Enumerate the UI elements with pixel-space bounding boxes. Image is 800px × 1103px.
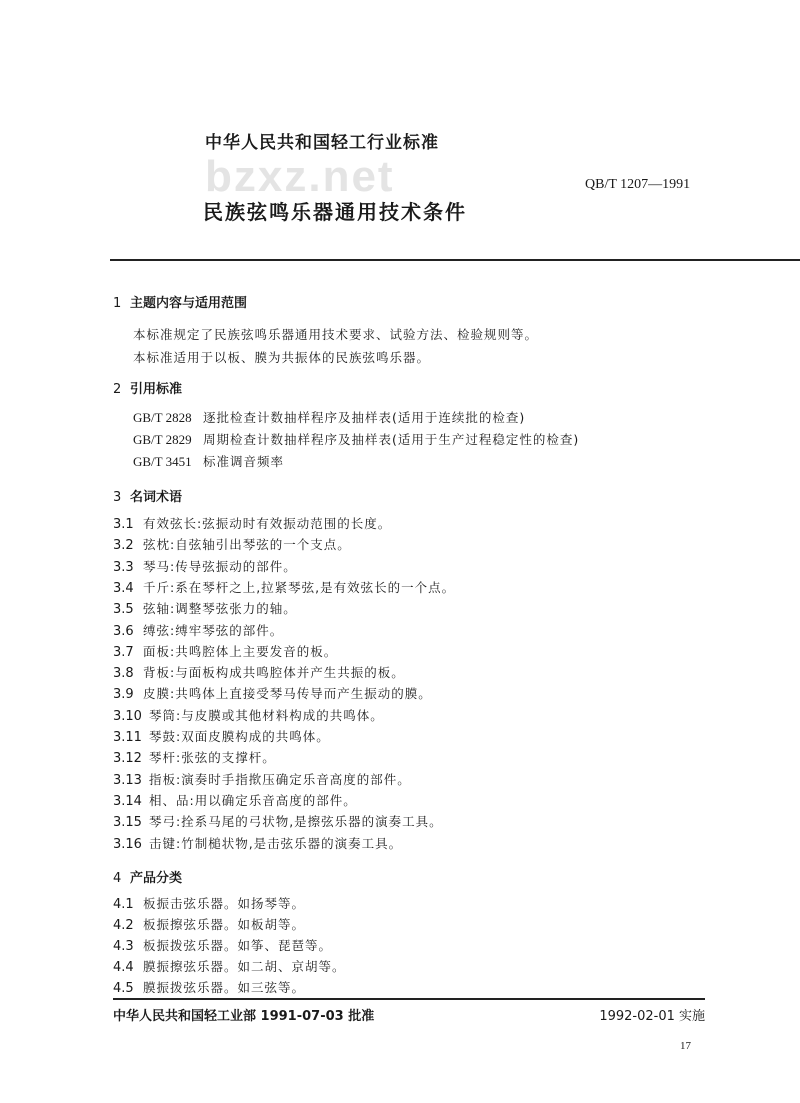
section-title: 产品分类 [130, 871, 183, 886]
term-item [113, 791, 357, 809]
reference-code: GB/T 2828 [133, 410, 192, 425]
classification-item [113, 957, 346, 975]
classification-item [113, 894, 305, 912]
term-definition: 缚弦:缚牢琴弦的部件。 [143, 622, 284, 638]
section-heading-1 [113, 292, 247, 311]
term-definition: 琴杆:张弦的支撑杆。 [149, 750, 276, 766]
section-heading-3 [113, 486, 182, 505]
classification-number: 4.5 [113, 981, 134, 996]
term-definition: 指板:演奏时手指揿压确定乐音高度的部件。 [149, 771, 411, 787]
classification-text: 板振擦弦乐器。如板胡等。 [143, 917, 306, 932]
section-number: 2 [113, 382, 122, 397]
classification-number: 4.2 [113, 918, 134, 933]
implementation-date: 1992-02-01 实施 [599, 1009, 705, 1024]
term-number: 3.6 [113, 623, 134, 639]
term-definition: 面板:共鸣腔体上主要发音的板。 [143, 643, 338, 659]
term-number: 3.15 [113, 815, 142, 831]
issuing-organization: 中华人民共和国轻工行业标准 [205, 133, 439, 153]
term-definition: 有效弦长:弦振动时有效振动范围的长度。 [143, 516, 392, 531]
section-number: 4 [113, 871, 122, 886]
term-item [113, 748, 276, 766]
term-item [113, 535, 351, 553]
term-item [113, 621, 283, 639]
classification-number: 4.3 [113, 939, 134, 954]
section-heading-2 [113, 378, 182, 397]
reference-title: 标准调音频率 [203, 454, 285, 469]
term-number: 3.11 [113, 730, 142, 745]
reference-code: GB/T 2829 [133, 432, 192, 447]
reference-item [133, 452, 284, 470]
section-title: 引用标准 [130, 382, 183, 397]
classification-item [113, 915, 305, 933]
header-divider [110, 259, 800, 261]
term-item [113, 599, 297, 617]
document-title: 民族弦鸣乐器通用技术条件 [203, 200, 467, 224]
term-item [113, 770, 411, 788]
section-title: 名词术语 [130, 490, 183, 505]
reference-code: GB/T 3451 [133, 454, 192, 469]
term-number: 3.1 [113, 517, 134, 532]
classification-text: 板振击弦乐器。如扬琴等。 [143, 896, 306, 911]
term-definition: 弦枕:自弦轴引出琴弦的一个支点。 [143, 537, 351, 553]
reference-item [133, 408, 525, 426]
classification-text: 膜振擦弦乐器。如二胡、京胡等。 [143, 959, 346, 974]
section-number: 3 [113, 490, 122, 505]
term-item [113, 706, 384, 724]
approval-line: 中华人民共和国轻工业部 1991-07-03 批准 [113, 1009, 375, 1024]
term-number: 3.3 [113, 559, 134, 575]
term-number: 3.14 [113, 793, 142, 809]
term-definition: 弦轴:调整琴弦张力的轴。 [143, 601, 297, 617]
term-number: 3.4 [113, 580, 134, 596]
classification-number: 4.1 [113, 897, 134, 912]
term-number: 3.5 [113, 602, 134, 618]
term-number: 3.2 [113, 538, 134, 554]
term-number: 3.13 [113, 772, 142, 788]
paragraph: 本标准规定了民族弦鸣乐器通用技术要求、试验方法、检验规则等。 [133, 327, 539, 342]
page-number: 17 [680, 1040, 691, 1052]
classification-item [113, 936, 332, 954]
reference-item [133, 430, 579, 448]
paragraph: 本标准适用于以板、膜为共振体的民族弦鸣乐器。 [133, 350, 431, 365]
term-definition: 击键:竹制槌状物,是击弦乐器的演奏工具。 [149, 835, 403, 851]
term-definition: 相、品:用以确定乐音高度的部件。 [149, 792, 357, 808]
term-definition: 皮膜:共鸣体上直接受琴马传导而产生振动的膜。 [143, 686, 432, 702]
classification-item [113, 978, 305, 996]
term-number: 3.10 [113, 708, 142, 724]
term-number: 3.12 [113, 751, 142, 767]
term-item [113, 557, 297, 575]
classification-text: 板振拨弦乐器。如筝、琵琶等。 [143, 938, 333, 953]
section-number: 1 [113, 296, 122, 311]
term-item [113, 812, 443, 830]
term-number: 3.16 [113, 836, 142, 852]
term-item [113, 514, 391, 532]
classification-number: 4.4 [113, 960, 134, 975]
section-heading-4 [113, 867, 182, 886]
term-item [113, 642, 337, 660]
term-definition: 琴弓:拴系马尾的弓状物,是擦弦乐器的演奏工具。 [149, 814, 443, 830]
term-item [113, 834, 402, 852]
term-definition: 琴鼓:双面皮膜构成的共鸣体。 [149, 729, 330, 744]
term-definition: 背板:与面板构成共鸣腔体并产生共振的板。 [143, 665, 405, 681]
term-item [113, 578, 455, 596]
term-number: 3.8 [113, 666, 134, 682]
term-item [113, 684, 432, 702]
term-definition: 琴马:传导弦振动的部件。 [143, 558, 297, 574]
standard-code: QB/T 1207—1991 [585, 177, 691, 192]
term-number: 3.7 [113, 644, 134, 660]
watermark: bzxz.net [205, 152, 395, 201]
reference-title: 逐批检查计数抽样程序及抽样表(适用于连续批的检查) [203, 410, 526, 425]
reference-title: 周期检查计数抽样程序及抽样表(适用于生产过程稳定性的检查) [203, 432, 580, 447]
classification-text: 膜振拨弦乐器。如三弦等。 [143, 980, 306, 995]
footer-divider [113, 998, 705, 1000]
term-item [113, 663, 405, 681]
term-number: 3.9 [113, 687, 134, 703]
term-definition: 琴筒:与皮膜或其他材料构成的共鸣体。 [149, 707, 384, 723]
term-item [113, 727, 330, 745]
section-title: 主题内容与适用范围 [130, 296, 248, 311]
term-definition: 千斤:系在琴杆之上,拉紧琴弦,是有效弦长的一个点。 [143, 579, 456, 595]
